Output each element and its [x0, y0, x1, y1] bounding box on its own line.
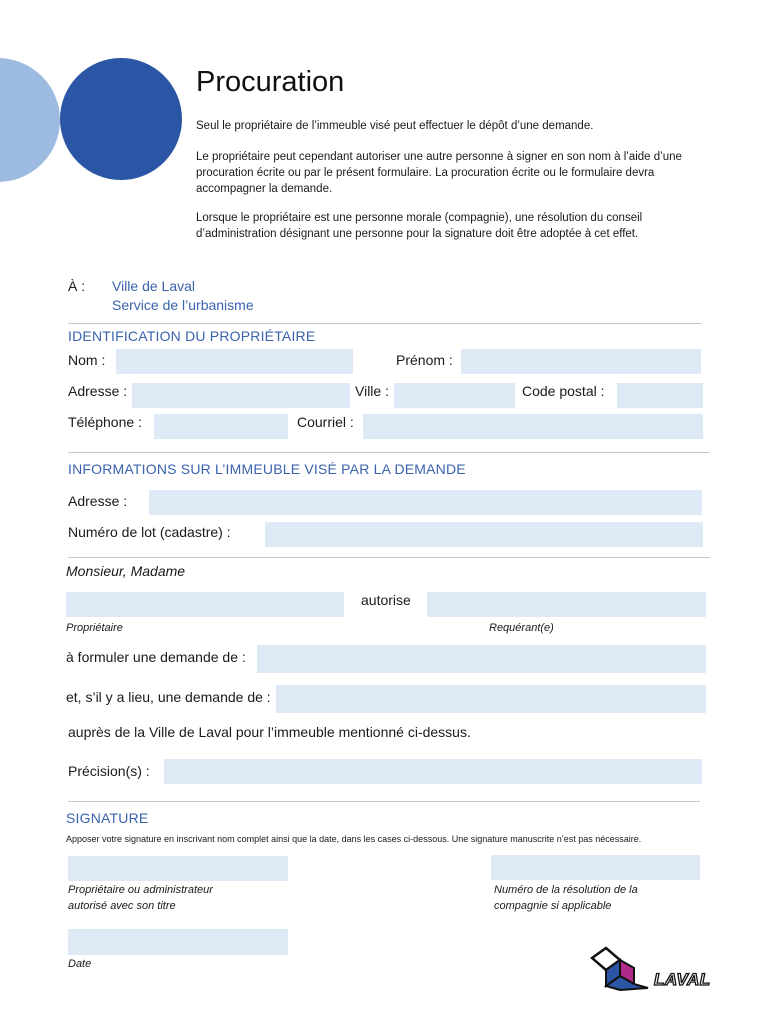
laval-logo-icon — [590, 946, 656, 992]
date-field[interactable] — [68, 929, 288, 955]
intro-paragraph-3: Lorsque le propriétaire est une personne morale (compagnie), une résolution du conseil d’administration désignant une personne pour la signature doit être adoptée à cet effet. — [196, 212, 643, 240]
recipient-department: Service de l’urbanisme — [112, 297, 254, 313]
autorise-label: autorise — [361, 592, 411, 608]
lot-field[interactable] — [265, 522, 703, 547]
prenom-label: Prénom : — [396, 352, 453, 368]
caption-date: Date — [68, 958, 92, 970]
section-title-property: INFORMATIONS SUR L’IMMEUBLE VISÉ PAR LA DEMANDE — [68, 461, 466, 477]
caption-signer-line2: autorisé avec son titre — [68, 900, 176, 912]
requester-name-field[interactable] — [427, 592, 706, 617]
nom-field[interactable] — [116, 349, 353, 374]
caption-resolution-line1: Numéro de la résolution de la — [494, 884, 638, 896]
adresse-label: Adresse : — [68, 383, 128, 399]
demande-1-label: à formuler une demande de : — [66, 649, 246, 665]
demande-2-field[interactable] — [276, 685, 706, 713]
telephone-field[interactable] — [154, 414, 288, 439]
recipient-label: À : — [68, 278, 86, 294]
recipient-city: Ville de Laval — [112, 278, 196, 294]
caption-owner: Propriétaire — [66, 622, 123, 634]
divider — [68, 801, 700, 802]
code-postal-field[interactable] — [617, 383, 703, 408]
lot-label: Numéro de lot (cadastre) : — [68, 524, 231, 540]
ville-field[interactable] — [394, 383, 515, 408]
property-adresse-label: Adresse : — [68, 493, 128, 509]
courriel-label: Courriel : — [297, 414, 354, 430]
precision-label: Précision(s) : — [68, 763, 150, 779]
demande-1-field[interactable] — [257, 645, 706, 673]
courriel-field[interactable] — [363, 414, 703, 439]
divider — [68, 557, 710, 558]
divider — [68, 323, 702, 324]
signature-instructions: Apposer votre signature en inscrivant nom complet ainsi que la date, dans les cases ci-dessous. Une signature manuscrite n’est pas nécessaire. — [66, 834, 642, 844]
intro-paragraph-2: Le propriétaire peut cependant autoriser une autre personne à signer en son nom à l’aide d’une procuration écrite ou par le présent formulaire. La procuration écrite ou le formulaire devra accompagner la demande. — [196, 151, 682, 195]
property-adresse-field[interactable] — [149, 490, 702, 515]
page-title: Procuration — [196, 66, 345, 98]
ville-label: Ville : — [355, 383, 389, 399]
section-title-signature: SIGNATURE — [66, 810, 149, 826]
caption-signer-line1: Propriétaire ou administrateur — [68, 884, 213, 896]
signer-field[interactable] — [68, 856, 288, 881]
nom-label: Nom : — [68, 352, 106, 368]
decorative-circle-dark — [60, 58, 182, 180]
demande-2-label: et, s’il y a lieu, une demande de : — [66, 689, 271, 705]
code-postal-label: Code postal : — [522, 383, 605, 399]
salutation: Monsieur, Madame — [66, 563, 186, 579]
adresse-field[interactable] — [132, 383, 350, 408]
resolution-field[interactable] — [491, 855, 700, 880]
precision-field[interactable] — [164, 759, 702, 784]
divider — [68, 452, 710, 453]
laval-logo-text: LAVAL — [654, 970, 711, 989]
caption-resolution-line2: compagnie si applicable — [494, 900, 612, 912]
caption-requester: Requérant(e) — [489, 622, 554, 634]
telephone-label: Téléphone : — [68, 414, 142, 430]
owner-name-field[interactable] — [66, 592, 344, 617]
section-title-owner: IDENTIFICATION DU PROPRIÉTAIRE — [68, 328, 316, 344]
prenom-field[interactable] — [461, 349, 701, 374]
aupres-text: auprès de la Ville de Laval pour l’immeuble mentionné ci-dessus. — [68, 724, 471, 740]
intro-paragraph-1: Seul le propriétaire de l’immeuble visé peut effectuer le dépôt d’une demande. — [196, 120, 594, 132]
decorative-circle-light — [0, 58, 60, 182]
